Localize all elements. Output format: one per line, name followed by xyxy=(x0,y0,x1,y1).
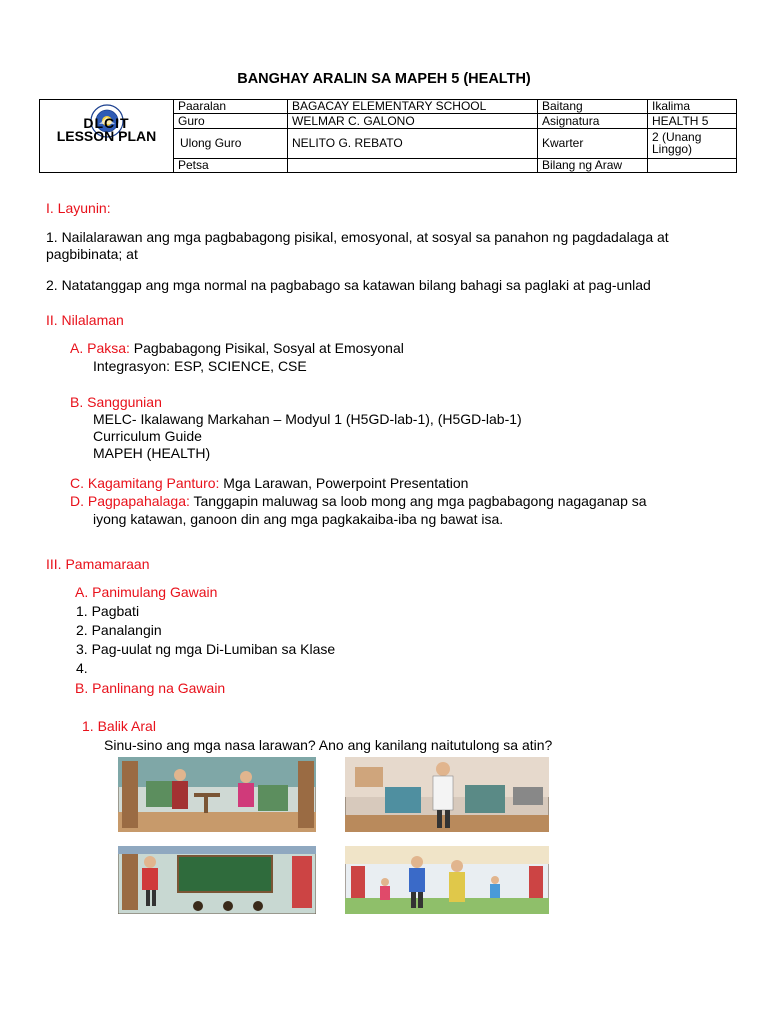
list-item: 1. Pagbati xyxy=(76,603,140,619)
cell-asignatura-label: Asignatura xyxy=(538,114,648,128)
cell-asignatura-value: HEALTH 5 xyxy=(648,114,737,128)
cell-kwarter-label: Kwarter xyxy=(538,128,648,158)
pagpapahalaga-line-2: iyong katawan, ganoon din ang mga pagkakaiba-iba ng bawat isa. xyxy=(93,511,504,527)
sanggunian-label: B. Sanggunian xyxy=(70,394,162,410)
document-title: BANGHAY ARALIN SA MAPEH 5 (HEALTH) xyxy=(237,71,531,87)
list-item: 3. Pag-uulat ng mga Di-Lumiban sa Klase xyxy=(76,641,336,657)
paksa-line xyxy=(70,340,404,357)
header-table xyxy=(39,99,737,173)
counselor-drawing xyxy=(118,757,316,832)
layunin-heading: I. Layunin: xyxy=(46,200,111,216)
lesson-plan-text: LESSON PLAN xyxy=(56,128,157,144)
sanggunian-line-2: Curriculum Guide xyxy=(93,428,202,444)
cell-ulong-guro-value: NELITO G. REBATO xyxy=(288,128,538,158)
kagamitan-label: C. Kagamitang Panturo: xyxy=(70,475,220,491)
cell-paaralan-value: BAGACAY ELEMENTARY SCHOOL xyxy=(288,100,538,114)
cell-ulong-guro-label: Ulong Guro xyxy=(174,128,288,158)
list-item: 2. Panalangin xyxy=(76,622,162,638)
cell-kwarter-value: 2 (Unang Linggo) xyxy=(648,128,737,158)
cell-petsa-label: Petsa xyxy=(174,158,288,172)
cell-guro-label: Guro xyxy=(174,114,288,128)
panlinang-gawain-label: B. Panlinang na Gawain xyxy=(75,680,226,696)
cell-bilang-label: Bilang ng Araw xyxy=(538,158,648,172)
pagpapahalaga-text: Tanggapin maluwag sa loob mong ang mga pagbabagong nagaganap sa xyxy=(189,493,647,509)
kagamitan-line xyxy=(70,475,468,492)
lesson-plan-label xyxy=(40,117,173,143)
cell-guro-value: WELMAR C. GALONO xyxy=(288,114,538,128)
logo-cell xyxy=(40,100,174,173)
pamamaraan-heading: III. Pamamaraan xyxy=(46,556,150,572)
cell-baitang-label: Baitang xyxy=(538,100,648,114)
family-drawing xyxy=(345,846,549,914)
integrasyon-line: Integrasyon: ESP, SCIENCE, CSE xyxy=(93,358,307,374)
layunin-item-2: 2. Natatanggap ang mga normal na pagbabago sa katawan bilang bahagi sa paglaki at pag-unlad xyxy=(46,277,651,293)
nilalaman-heading: II. Nilalaman xyxy=(46,312,124,328)
paksa-label: A. Paksa: xyxy=(70,340,130,356)
pagpapahalaga-label: D. Pagpapahalaga: xyxy=(70,493,190,509)
paksa-text: Pagbabagong Pisikal, Sosyal at Emosyonal xyxy=(129,340,404,356)
sanggunian-line-1: MELC- Ikalawang Markahan – Modyul 1 (H5GD-lab-1), (H5GD-lab-1) xyxy=(93,411,522,427)
panimulang-gawain-label: A. Panimulang Gawain xyxy=(75,584,218,600)
doctor-drawing xyxy=(345,757,549,832)
balik-aral-question: Sinu-sino ang mga nasa larawan? Ano ang kanilang naitutulong sa atin? xyxy=(104,737,553,753)
cell-paaralan-label: Paaralan xyxy=(174,100,288,114)
balik-aral-label: 1. Balik Aral xyxy=(82,718,156,734)
teacher-drawing xyxy=(118,846,316,914)
kagamitan-text: Mga Larawan, Powerpoint Presentation xyxy=(219,475,469,491)
cell-petsa-value xyxy=(288,158,538,172)
dlcit-text: DLCIT xyxy=(83,115,130,131)
layunin-item-1: 1. Nailalarawan ang mga pagbabagong pisikal, emosyonal, at sosyal sa panahon ng pagdadalaga at pagbibinata; at xyxy=(46,229,669,262)
pagpapahalaga-line xyxy=(70,493,647,510)
cell-baitang-value: Ikalima xyxy=(648,100,737,114)
sanggunian-line-3: MAPEH (HEALTH) xyxy=(93,445,211,461)
list-item: 4. xyxy=(76,660,88,676)
cell-bilang-value xyxy=(648,158,737,172)
